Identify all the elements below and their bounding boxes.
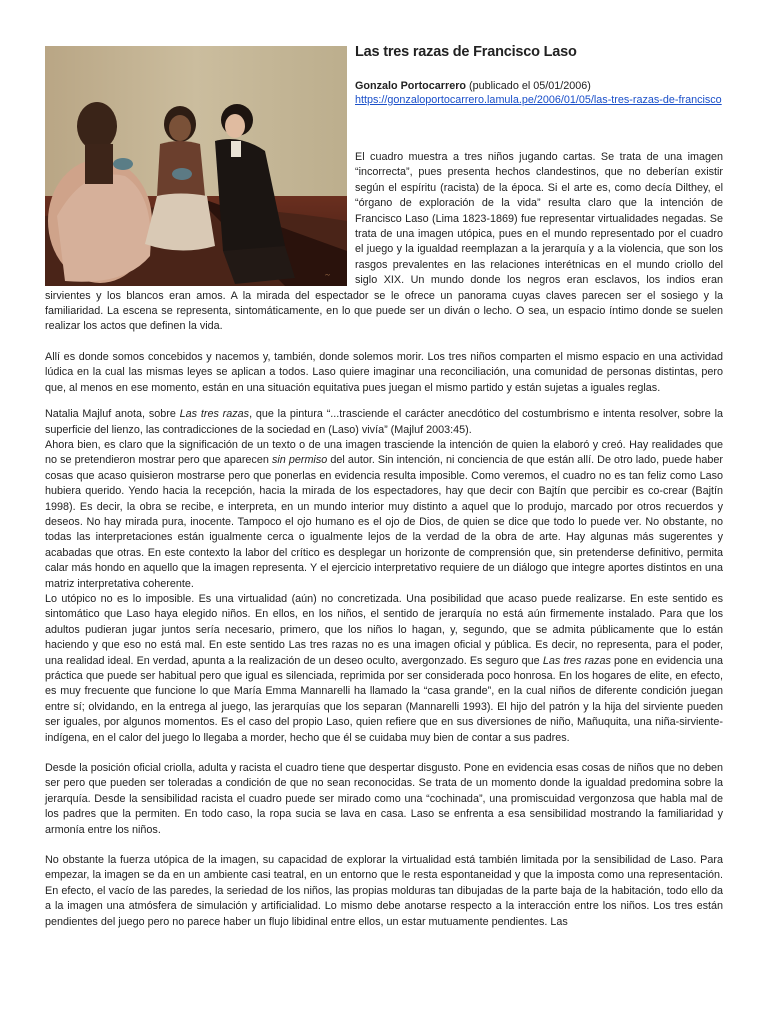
paragraph-3-text-b: , que la pintura “...trasciende el carácter anecdótico del costumbrismo e intenta resolver, sobre la superficie del lienzo, las contradicciones de la sociedad en (Laso) vivía” (Majluf 2003:45). [45,408,723,436]
paragraph-4-text-a: Ahora bien, es claro que la significación de un texto o de una imagen trasciende la intención de quien la elaboró y creó. Hay realidades que no se pretendieron mostrar pero que aparecen [45,438,723,467]
paragraph-3-emphasis: Las tres razas [179,408,250,421]
author-name: Gonzalo Portocarrero [355,80,466,92]
publish-date: (publicado el 05/01/2006) [469,80,591,92]
paragraph-3 [45,407,723,438]
article-title: Las tres razas de Francisco Laso [355,44,577,60]
paragraph-4-text-b: del autor. Sin intención, ni conciencia de que están allí. De otro lado, puede haber cosas que acaso quisieron mostrarse pero que ponerlas en evidencia resulta imposible. Como veremos, el cuadro no es tan feliz como Laso hubiera querido. Yendo hacia la recepción, hacia la mirada de los espectadores, hay que decir con Bajtín que percibir es co-crear (Bajtín 1998). Es decir, la obra se recibe, e interpreta, en un mundo interior muy distinto a aquel que lo produjo, marcado por otros recuerdos y deseos. No hay mirada pura, inocente. Tampoco el ojo humano es el ojo de Dios, de quien se dice que todo lo puede ver. No obstante, no todas las interpretaciones están igualmente cerca o igualmente lejos de la verdad de la obra de arte. Hay algunas más sugerentes y acabadas que otras. En este contexto la labor del crítico es desplegar un horizonte de comprensión que, sin pretenderse definitivo, permita calar más hondo en aquello que la imagen representa. Y el ejercicio interpretativo requiere de un diálogo que integre aportes distintos en una matriz interpretativa coherente. [45,454,723,590]
byline [355,79,723,93]
paragraph-6: Desde la posición oficial criolla, adulta y racista el cuadro tiene que despertar disgusto. Pone en evidencia esas cosas de niños que no deben ser pero que pueden ser toleradas a condición de que no sean reconocidas. Se trata de un momento donde la igualdad predomina sobre la jerarquía. Desde la sensibilidad racista el cuadro puede ser mirado como una “cochinada”, una promiscuidad vergonzosa que habla mal de los padres que la permiten. En todo caso, la ropa sucia se lava en casa. Laso se enfrenta a esa sensibilidad mostrando la familiaridad y armonía entre los niños. [45,762,723,836]
paragraph-3-text-a: Natalia Majluf anota, sobre [45,408,180,421]
source-link[interactable]: https://gonzaloportocarrero.lamula.pe/2006/01/05/las-tres-razas-de-francisco [355,94,722,106]
paragraph-5-text-b: pone en evidencia una práctica que puede ser habitual pero que igual es silenciada, reprimida por ser considerada poco honrosa. En los hogares de elite, en efecto, es muy frecuente que funcione lo que María Emma Mannarelli ha llamado la “casa grande”, en la cual niños de diferente condición juegan entre sí; olvidando, en la entrega al juego, las jerarquías que los separan (Mannarelli 1993). El hijo del patrón y la hija del sirviente pueden ser iguales, por algunos momentos. Es el caso del propio Laso, quien refiere que en sus diversiones de niño, Mañuquita, una niña-sirviente-indígena, en el calor del juego lo llegaba a morder, hecho que él se cuidaba muy bien de contar a sus padres. [45,654,723,744]
paragraph-1: El cuadro muestra a tres niños jugando cartas. Se trata de una imagen “incorrecta”, pues presenta hechos clandestinos, que no deberían existir según el espíritu (racista) de la época. Si el arte es, como decía Dilthey, el “órgano de exploración de la vida” resulta claro que la intención de Francisco Laso (Lima 1823-1869) fue representar virtualidades negadas. Se trata de una imagen utópica, pues en el mundo representado por el cuadro el juego y la igualdad reemplazan a la jerarquía y a la violencia, que son los rasgos prevalentes en las relaciones interétnicas en el mundo criollo del siglo XIX. Un mundo donde los negros eran esclavos, los indios eran sirvientes y los blancos eran amos. A la mirada del espectador se le ofrece un panorama cuyas claves parecen ser el sosiego y la familiaridad. La escena se representa, sintomáticamente, en lo que puede ser un diván o lecho. O sea, un espacio íntimo donde se suelen realizar los actos que definen la vida. [45,151,723,333]
article-body [45,150,723,930]
paragraph-2: Allí es donde somos concebidos y nacemos y, también, donde solemos morir. Los tres niños comparten el mismo espacio en una actividad lúdica en la cual las mismas leyes se aplican a todos. Laso quiere imaginar una reconciliación, una comunidad de personas distintas, pero que, al menos en ese momento, están en una situación equitativa pues juegan el mismo partido y están sujetas a iguales reglas. [45,350,723,394]
article-header [355,44,723,108]
svg-text:~: ~ [325,270,330,280]
image-float-spacer [45,150,355,288]
paragraph-5 [45,592,723,746]
paragraph-4 [45,438,723,592]
paragraph-5-text-a: Lo utópico no es lo imposible. Es una virtualidad (aún) no concretizada. Una posibilidad que acaso puede realizarse. En este sentido es sintomático que Laso haya elegido niños. En ellos, en los niños, el sentido de jerarquía no está aún firmemente instalado. Para que los adultos pudieran jugar juntos sería necesario, primero, que los niños lo hagan, y, segundo, que se admita públicamente que lo están haciendo y que eso no está mal. En este sentido Las tres razas no es una imagen oficial y pública. Es decir, no representa, para el poder, una realidad ideal. En verdad, apunta a la realización de un deseo oculto, avergonzado. Es seguro que [45,592,723,667]
paragraph-7: No obstante la fuerza utópica de la imagen, su capacidad de explorar la virtualidad está también limitada por la sensibilidad de Laso. Para empezar, la imagen se da en un ambiente casi teatral, en un entorno que le resta espontaneidad y que la imposta como una representación. En efecto, el vacío de las paredes, la seriedad de los niños, las propias molduras tan dibujadas de la parte baja de la habitación, todo ello da a la imagen una atmósfera de simulación y artificialidad. Lo mismo debe anotarse respecto a la interacción entre los niños. Los tres están pendientes del juego pero no parece haber un flujo libidinal entre ellos, un estar mutuamente pendientes. Las [45,854,723,928]
paragraph-4-emphasis: sin permiso [271,454,328,467]
paragraph-5-emphasis: Las tres razas [542,654,611,667]
